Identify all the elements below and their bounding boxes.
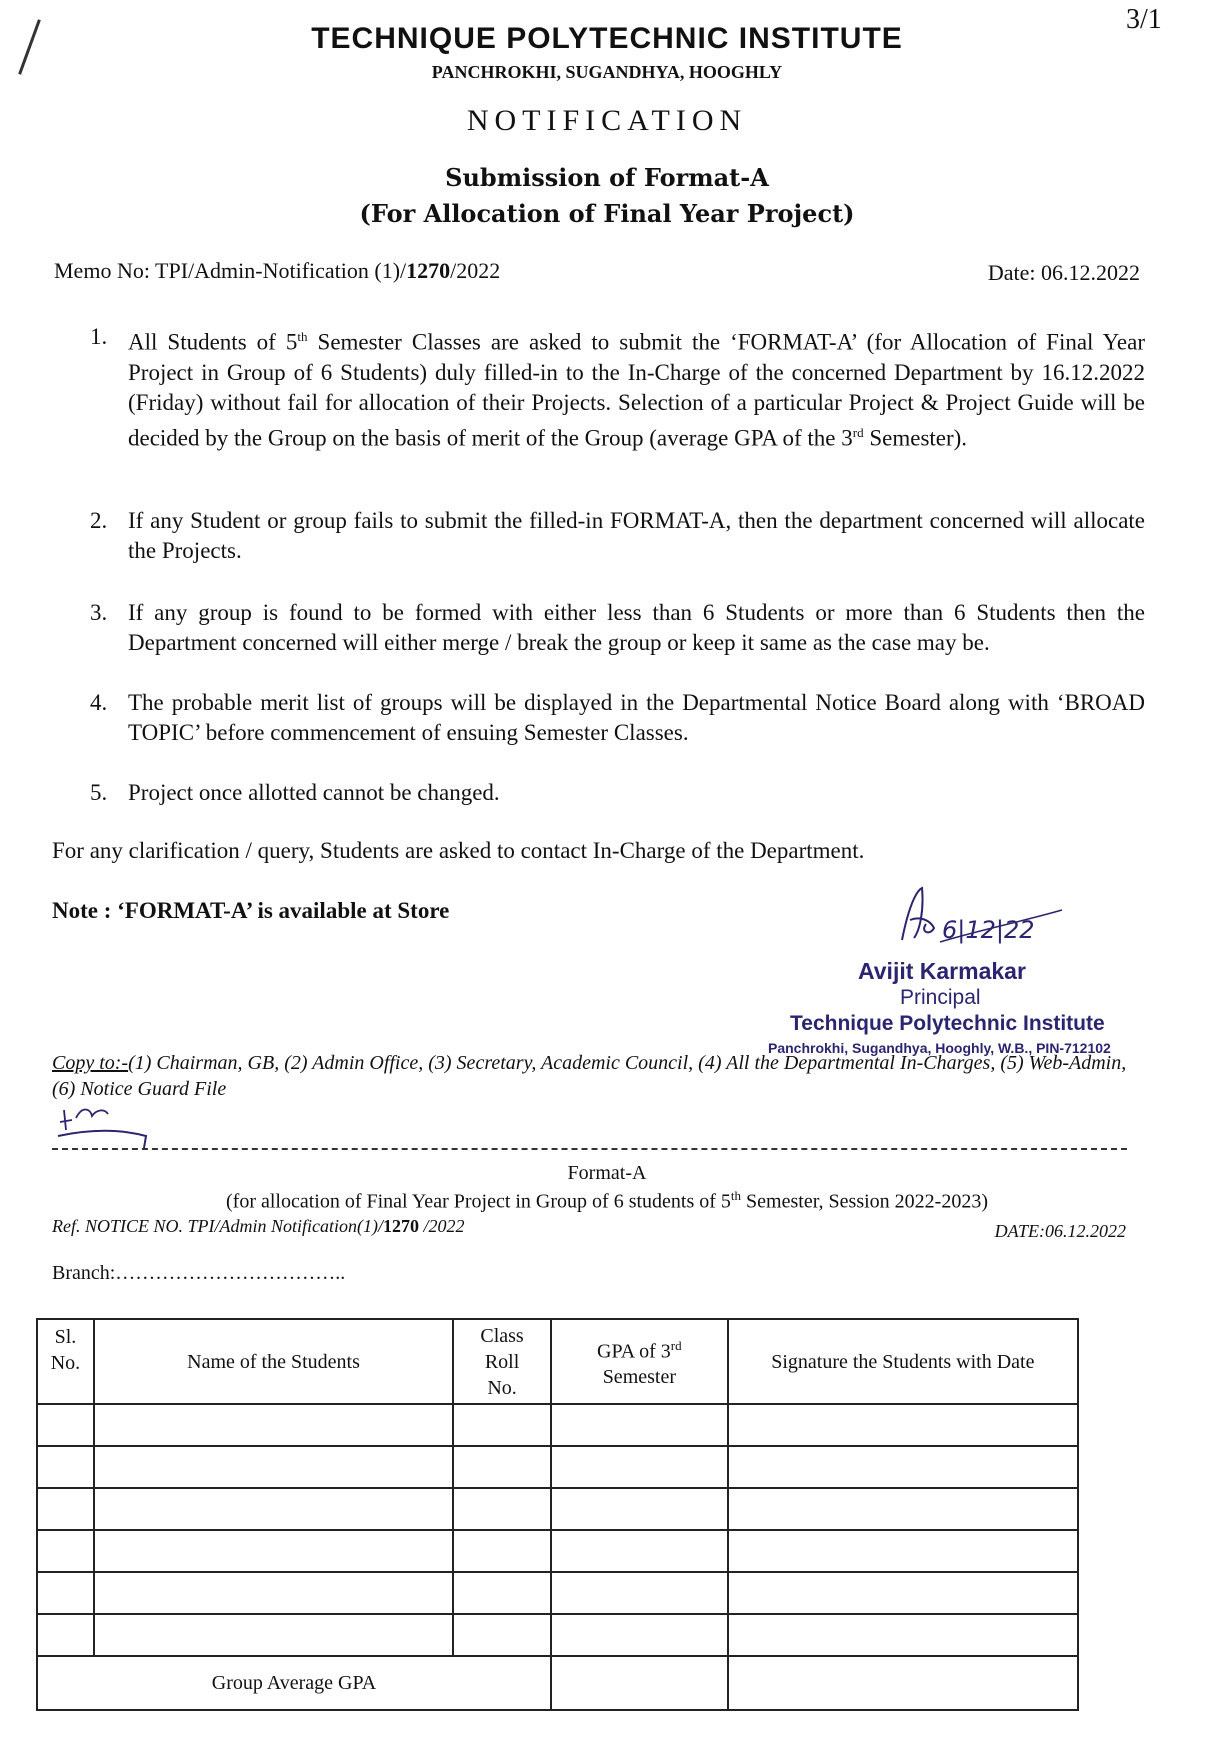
initials-scribble	[56, 1100, 156, 1150]
subject-heading	[0, 160, 1214, 232]
svg-text:6|12|22: 6|12|22	[942, 916, 1035, 944]
handwritten-signature	[890, 880, 1070, 950]
list-item: 4. The probable merit list of groups will be displayed in the Departmental Notice Board along with ‘BROAD TOPIC’ before commencement of ensuing Semester Classes.	[90, 690, 1145, 745]
copy-to: Copy to:-(1) Chairman, GB, (2) Admin Office, (3) Secretary, Academic Council, (4) All the Departmental In-Charges, (5) Web-Admin, (6) Notice Guard File	[52, 1052, 1127, 1100]
signatory-title: Principal	[900, 986, 981, 1009]
group-average-value[interactable]	[551, 1656, 728, 1710]
table-row	[37, 1446, 1078, 1488]
memo-date: Date: 06.12.2022	[987, 260, 1140, 285]
table-header-row	[37, 1319, 1078, 1404]
note-text: Note : ‘FORMAT-A’ is available at Store	[52, 898, 450, 923]
col-roll: Class Roll No.	[453, 1319, 551, 1404]
format-a-table	[36, 1318, 1079, 1711]
page-mark: 3/1	[1126, 4, 1162, 35]
signatory-institute: Technique Polytechnic Institute	[790, 1012, 1105, 1035]
form-subtitle: (for allocation of Final Year Project in Group of 6 students of 5th Semester, Session 2022-2023)	[226, 1188, 988, 1213]
table-row	[37, 1404, 1078, 1446]
subject-line-2: (For Allocation of Final Year Project)	[359, 199, 855, 228]
clarification-text: For any clarification / query, Students are asked to contact In-Charge of the Department.	[52, 838, 865, 863]
subject-line-1: Submission of Format-A	[445, 163, 769, 192]
col-signature: Signature the Students with Date	[728, 1319, 1078, 1404]
institute-address: PANCHROKHI, SUGANDHYA, HOOGHLY	[431, 62, 783, 82]
col-gpa: GPA of 3rd Semester	[551, 1319, 728, 1404]
col-name: Name of the Students	[94, 1319, 453, 1404]
group-average-row	[37, 1656, 1078, 1710]
form-reference-date: DATE:06.12.2022	[994, 1221, 1126, 1241]
branch-field: Branch:……………………………..	[52, 1262, 346, 1284]
institute-name: TECHNIQUE POLYTECHNIC INSTITUTE	[311, 22, 903, 55]
table-row	[37, 1530, 1078, 1572]
memo-number: Memo No: TPI/Admin-Notification (1)/1270/2022	[54, 258, 501, 283]
group-average-label: Group Average GPA	[37, 1656, 551, 1710]
cut-line-divider	[52, 1148, 1127, 1150]
notification-heading: NOTIFICATION	[466, 104, 748, 137]
list-item: 1. All Students of 5th Semester Classes are asked to submit the ‘FORMAT-A’ (for Allocation of Final Year Project in Group of 6 Students) duly filled-in to the In-Charge of the concerned Department by 16.12.2022 (Friday) without fail for allocation of their Projects. Selection of a particular Project & Project Guide will be decided by the Group on the basis of merit of the Group (average GPA of the 3rd Semester).	[90, 324, 1146, 451]
form-title: Format-A	[567, 1162, 647, 1184]
table-row	[37, 1488, 1078, 1530]
table-row	[37, 1572, 1078, 1614]
form-reference: Ref. NOTICE NO. TPI/Admin Notification(1)/1270 /2022	[52, 1216, 465, 1236]
signatory-name: Avijit Karmakar	[858, 958, 1026, 984]
col-sl-no: Sl. No.	[37, 1319, 94, 1404]
table-row	[37, 1614, 1078, 1656]
list-item: 3. If any group is found to be formed with either less than 6 Students or more than 6 Students then the Department concerned will either merge / break the group or keep it same as the case may be.	[90, 600, 1145, 655]
list-item: 5. Project once allotted cannot be changed.	[90, 780, 500, 805]
list-item: 2. If any Student or group fails to submit the filled-in FORMAT-A, then the department concerned will allocate the Projects.	[90, 508, 1145, 563]
signatory-address: Panchrokhi, Sugandhya, Hooghly, W.B., PIN-712102	[768, 1040, 1111, 1056]
